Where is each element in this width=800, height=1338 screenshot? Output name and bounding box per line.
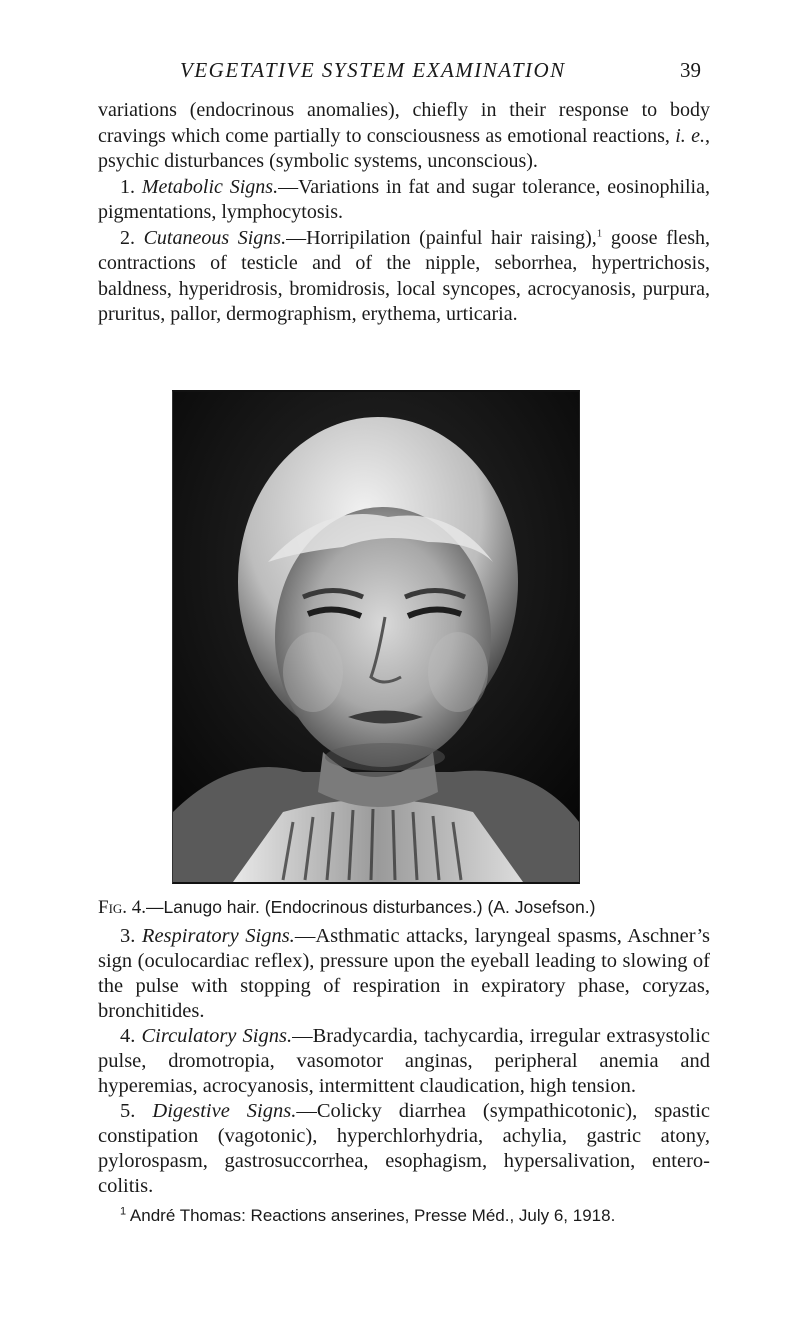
text-block-top	[98, 98, 710, 328]
footnote-text: André Thomas: Reactions anserines, Presse Méd., July 6, 1918.	[126, 1206, 616, 1225]
text-block-bottom	[98, 924, 710, 1199]
item-cutaneous-signs: 2. Cutaneous Signs.—Horripilation (painful hair raising),$^1$ goose flesh, contractions of testicle and of the nipple, seborrhea, hypertrichosis, baldness, hyperidrosis, bromidrosis, local syncopes, acrocyanosis, purpura, pruritus, pallor, dermographism, erythema, urticaria.	[98, 226, 711, 325]
item-heading: Respiratory Signs.	[141, 925, 295, 947]
item-heading: Metabolic Signs.	[141, 175, 279, 198]
item-heading: Cutaneous Signs.	[143, 226, 287, 249]
item-heading: Digestive Signs.	[152, 1100, 297, 1122]
child-portrait-image	[173, 392, 579, 882]
item-digestive-signs: 5. Digestive Signs.—Colicky diarrhea (sympathicotonic), spastic constipation (vagotonic), hyperchlorhydria, achylia, gastric atony, pylorospasm, gastrosuccorrhea, esophagism, hypersalivation, enterocolitis.	[98, 1100, 711, 1197]
running-head	[0, 58, 800, 88]
item-respiratory-signs: 3. Respiratory Signs.—Asthmatic attacks, laryngeal spasms, Aschner’s sign (oculocardiac reflex), pressure upon the eyeball leading to slowing of the pulse with stopping of respiration in expiratory phase, coryzas, bronchitides.	[98, 925, 711, 1022]
page-number: 39	[680, 58, 701, 82]
figure-caption-text: —Lanugo hair. (Endocrinous disturbances.) (A. Josefson.)	[146, 897, 596, 917]
figure-caption	[98, 896, 710, 919]
intro-paragraph: variations (endocrinous anomalies), chiefly in their response to body cravings which come partially to consciousness as emotional reactions, i. e., psychic disturbances (symbolic systems, unconscious).	[98, 99, 710, 172]
item-heading: Circulatory Signs.	[141, 1025, 293, 1047]
item-metabolic-signs: 1. Metabolic Signs.—Variations in fat and sugar tolerance, eosinophilia, pigmentations, lymphocytosis.	[98, 175, 710, 223]
figure-photograph	[172, 390, 580, 884]
footnote	[120, 1205, 740, 1227]
figure-label: Fig. 4.	[98, 897, 147, 918]
footnote-marker: 1	[120, 1205, 127, 1218]
item-circulatory-signs: 4. Circulatory Signs.—Bradycardia, tachycardia, irregular extrasystolic pulse, dromotropia, vasomotor anginas, peripheral anemia and hyperemias, acrocyanosis, intermittent claudication, high tension.	[98, 1025, 711, 1097]
footnote-reference: 1	[596, 226, 603, 239]
running-title: VEGETATIVE SYSTEM EXAMINATION	[180, 58, 566, 82]
abbreviation-ie: i. e.	[675, 124, 705, 147]
